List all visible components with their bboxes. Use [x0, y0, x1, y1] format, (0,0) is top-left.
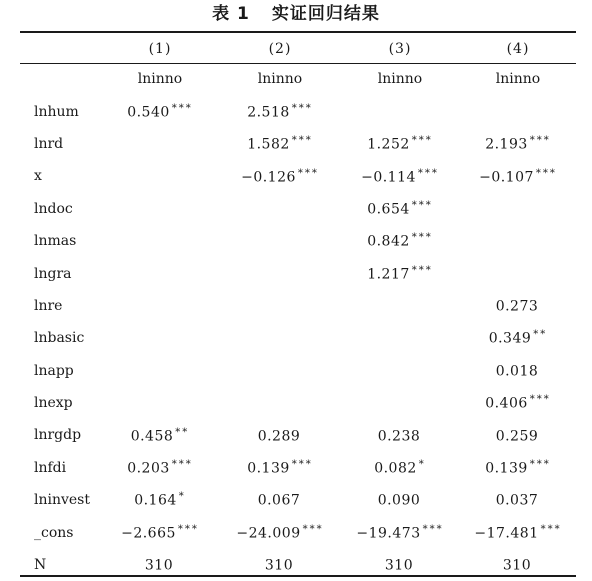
table-row	[20, 419, 576, 451]
coefficient-cell	[220, 322, 340, 354]
coefficient-cell	[460, 95, 576, 127]
variable-name: lnbasic	[34, 330, 85, 347]
table-row	[20, 516, 576, 548]
coefficient-cell	[460, 257, 576, 289]
coefficient-value: 0.037	[495, 493, 539, 510]
significance-stars: ***	[417, 167, 439, 179]
coefficient-value: 2.518	[247, 104, 290, 121]
coefficient-cell	[460, 160, 576, 192]
table-row	[20, 95, 576, 127]
coefficient-cell	[100, 225, 220, 257]
table-row	[20, 225, 576, 257]
coefficient-value: 0.139	[247, 460, 290, 477]
significance-stars: ***	[529, 135, 551, 147]
coefficient-value: −17.481	[474, 525, 539, 542]
significance-stars: **	[533, 329, 548, 341]
coefficient-cell	[220, 160, 340, 192]
coefficient-cell	[100, 257, 220, 289]
coefficient-cell	[220, 128, 340, 160]
coefficient-cell	[340, 355, 460, 387]
coefficient-cell	[340, 452, 460, 484]
coefficient-cell	[100, 419, 220, 451]
variable-name: lnrgdp	[34, 427, 82, 444]
coefficient-cell	[340, 419, 460, 451]
coefficient-value: 0.067	[257, 493, 301, 510]
significance-stars: *	[178, 491, 186, 503]
coefficient-cell	[340, 387, 460, 419]
table-row	[20, 128, 576, 160]
variable-name: lnexp	[34, 395, 73, 412]
table-name: 实证回归结果	[271, 4, 380, 24]
coefficient-value: 0.164	[134, 493, 177, 510]
coefficient-cell	[460, 484, 576, 516]
coefficient-cell	[340, 128, 460, 160]
coefficient-value: 1.582	[247, 136, 290, 153]
coefficient-value: 0.458	[130, 428, 174, 445]
column-header: (2)	[268, 40, 292, 57]
coefficient-cell	[340, 322, 460, 354]
coefficient-value: −0.126	[241, 169, 296, 186]
variable-name: lndoc	[34, 200, 73, 217]
significance-stars: ***	[171, 102, 193, 114]
coefficient-cell	[340, 160, 460, 192]
header-corner	[20, 34, 100, 63]
coefficient-value: 0.654	[367, 201, 410, 218]
coefficient-value: 0.273	[495, 298, 539, 315]
significance-stars: ***	[291, 135, 313, 147]
coefficient-value: 0.018	[495, 363, 539, 380]
coefficient-value: 310	[144, 557, 174, 574]
coefficient-cell	[340, 516, 460, 548]
significance-stars: ***	[297, 167, 319, 179]
coefficient-value: 0.842	[367, 233, 410, 250]
column-header: (1)	[148, 40, 172, 57]
coefficient-cell	[340, 484, 460, 516]
significance-stars: ***	[535, 167, 557, 179]
coefficient-value: 0.238	[377, 428, 421, 445]
significance-stars: ***	[529, 394, 551, 406]
coefficient-cell	[340, 95, 460, 127]
coefficient-cell	[100, 95, 220, 127]
dependent-var: lninno	[257, 71, 303, 88]
dependent-var: lninno	[137, 71, 183, 88]
regression-table	[20, 34, 576, 581]
coefficient-cell	[220, 95, 340, 127]
variable-name: lnmas	[34, 233, 77, 250]
coefficient-value: 310	[384, 557, 414, 574]
coefficient-cell	[220, 516, 340, 548]
column-header: (4)	[506, 40, 530, 57]
significance-stars: ***	[411, 199, 433, 211]
coefficient-value: 0.082	[374, 460, 417, 477]
variable-name: _cons	[34, 524, 74, 541]
coefficient-cell	[340, 549, 460, 581]
table-row	[20, 355, 576, 387]
table-body	[20, 63, 576, 581]
coefficient-cell	[100, 549, 220, 581]
variable-name: lnrd	[34, 135, 64, 152]
coefficient-cell	[460, 290, 576, 322]
coefficient-value: 1.217	[367, 266, 410, 283]
significance-stars: ***	[411, 264, 433, 276]
variable-name: lnapp	[34, 362, 74, 379]
coefficient-value: 310	[264, 557, 294, 574]
coefficient-value: 0.203	[127, 460, 170, 477]
coefficient-cell	[460, 549, 576, 581]
coefficient-value: 0.540	[127, 104, 170, 121]
coefficient-cell	[220, 452, 340, 484]
significance-stars: ***	[529, 459, 551, 471]
coefficient-cell	[460, 452, 576, 484]
variable-name: N	[34, 557, 47, 574]
coefficient-cell	[460, 322, 576, 354]
coefficient-value: 0.139	[485, 460, 528, 477]
table-row	[20, 387, 576, 419]
coefficient-value: 0.289	[257, 428, 301, 445]
significance-stars: **	[175, 426, 190, 438]
significance-stars: ***	[422, 523, 444, 535]
coefficient-cell	[460, 419, 576, 451]
variable-name: lnre	[34, 297, 63, 314]
significance-stars: ***	[291, 102, 313, 114]
coefficient-cell	[100, 516, 220, 548]
coefficient-cell	[100, 484, 220, 516]
coefficient-cell	[220, 484, 340, 516]
coefficient-value: 0.349	[488, 331, 532, 348]
coefficient-cell	[340, 257, 460, 289]
coefficient-cell	[220, 257, 340, 289]
significance-stars: ***	[411, 135, 433, 147]
table-row	[20, 484, 576, 516]
coefficient-value: −0.114	[361, 169, 416, 186]
top-rule	[20, 31, 576, 33]
significance-stars: ***	[411, 232, 433, 244]
variable-name: lninvest	[34, 492, 90, 509]
coefficient-cell	[100, 452, 220, 484]
coefficient-value: −24.009	[236, 525, 301, 542]
coefficient-value: 310	[502, 557, 532, 574]
coefficient-value: 0.090	[377, 493, 421, 510]
table-row	[20, 549, 576, 581]
coefficient-value: −19.473	[356, 525, 421, 542]
significance-stars: ***	[171, 459, 193, 471]
significance-stars: ***	[302, 523, 324, 535]
significance-stars: ***	[177, 523, 199, 535]
coefficient-cell	[220, 290, 340, 322]
coefficient-cell	[100, 322, 220, 354]
coefficient-cell	[100, 355, 220, 387]
coefficient-cell	[220, 549, 340, 581]
coefficient-cell	[220, 193, 340, 225]
dependent-var-corner	[20, 63, 100, 95]
coefficient-cell	[340, 193, 460, 225]
coefficient-cell	[460, 225, 576, 257]
table-row	[20, 452, 576, 484]
coefficient-cell	[100, 290, 220, 322]
table-row	[20, 160, 576, 192]
table-title	[0, 2, 592, 26]
variable-name: lngra	[34, 265, 72, 282]
coefficient-value: 1.252	[367, 136, 410, 153]
coefficient-cell	[460, 387, 576, 419]
coefficient-cell	[460, 193, 576, 225]
coefficient-value: 0.406	[485, 395, 528, 412]
dependent-var: lninno	[495, 71, 541, 88]
coefficient-cell	[100, 193, 220, 225]
coefficient-value: 0.259	[495, 428, 539, 445]
dependent-var: lninno	[377, 71, 423, 88]
coefficient-cell	[100, 160, 220, 192]
coefficient-cell	[220, 387, 340, 419]
significance-stars: ***	[291, 459, 313, 471]
column-header-row	[20, 34, 576, 63]
table-row	[20, 193, 576, 225]
significance-stars: ***	[540, 523, 562, 535]
coefficient-cell	[220, 225, 340, 257]
coefficient-cell	[340, 225, 460, 257]
table-row	[20, 322, 576, 354]
coefficient-cell	[100, 128, 220, 160]
coefficient-cell	[220, 355, 340, 387]
coefficient-value: −0.107	[479, 169, 534, 186]
coefficient-cell	[460, 128, 576, 160]
dependent-var-row	[20, 63, 576, 95]
significance-stars: *	[418, 459, 426, 471]
variable-name: x	[34, 168, 42, 185]
column-header: (3)	[388, 40, 412, 57]
variable-name: lnfdi	[34, 459, 67, 476]
coefficient-value: 2.193	[485, 136, 528, 153]
table-row	[20, 290, 576, 322]
coefficient-cell	[460, 355, 576, 387]
coefficient-cell	[220, 419, 340, 451]
variable-name: lnhum	[34, 103, 79, 120]
coefficient-cell	[340, 290, 460, 322]
coefficient-cell	[460, 516, 576, 548]
coefficient-value: −2.665	[121, 525, 176, 542]
table-row	[20, 257, 576, 289]
table-label: 表 1	[212, 4, 250, 24]
coefficient-cell	[100, 387, 220, 419]
